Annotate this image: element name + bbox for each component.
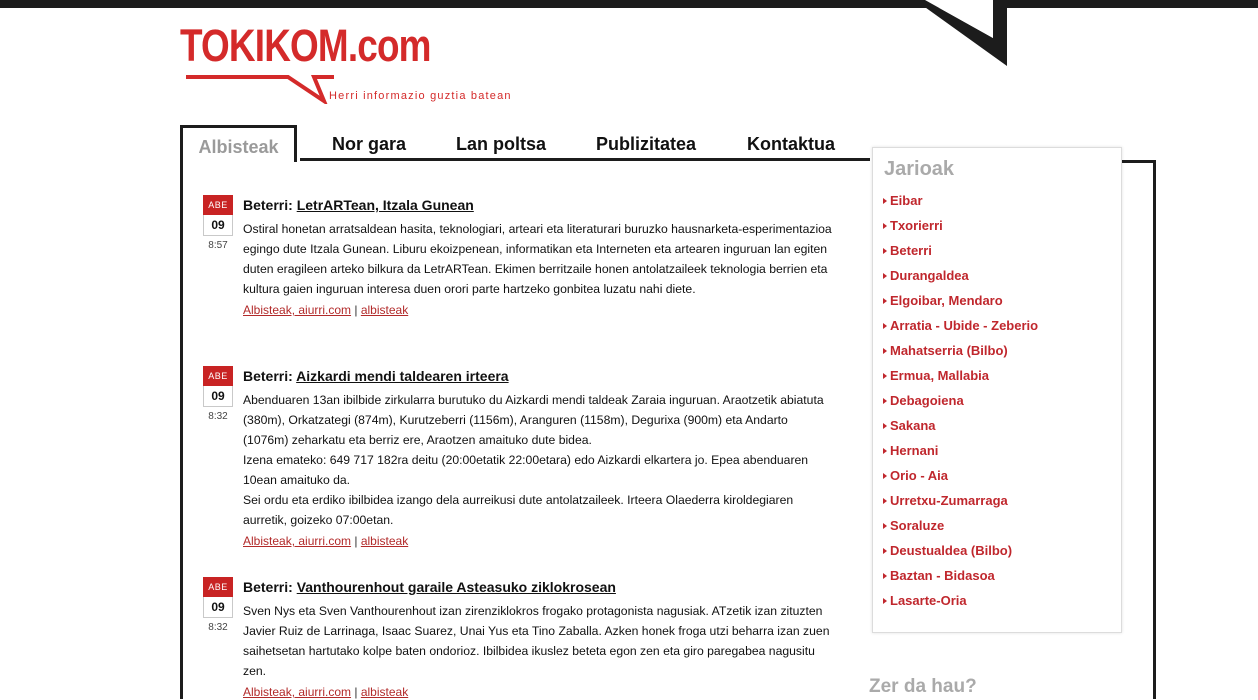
feed-item-label: Beterri bbox=[890, 243, 932, 258]
tab-albisteak[interactable]: Albisteak bbox=[180, 125, 297, 162]
post-time: 8:32 bbox=[208, 622, 228, 633]
date-month: ABE bbox=[203, 195, 233, 215]
arrow-right-icon bbox=[883, 573, 887, 579]
arrow-right-icon bbox=[883, 548, 887, 554]
feed-item[interactable] bbox=[883, 491, 1038, 516]
date-badge bbox=[203, 366, 233, 422]
feed-item-label: Durangaldea bbox=[890, 268, 969, 283]
arrow-right-icon bbox=[883, 248, 887, 254]
news-text bbox=[243, 601, 833, 681]
arrow-right-icon bbox=[883, 498, 887, 504]
news-title-link[interactable]: LetrARTean, Itzala Gunean bbox=[296, 197, 474, 213]
feed-item[interactable] bbox=[883, 266, 1038, 291]
feed-item-label: Baztan - Bidasoa bbox=[890, 568, 995, 583]
feed-item-label: Urretxu-Zumarraga bbox=[890, 493, 1008, 508]
feed-list bbox=[883, 191, 1038, 616]
news-location: Beterri: bbox=[243, 579, 293, 595]
feed-item[interactable] bbox=[883, 341, 1038, 366]
feed-item-label: Debagoiena bbox=[890, 393, 964, 408]
news-meta: Albisteak, aiurri.com | albisteak bbox=[243, 685, 409, 699]
about-heading: Zer da hau? bbox=[869, 676, 977, 697]
date-day: 09 bbox=[203, 386, 233, 407]
news-headline bbox=[243, 366, 833, 386]
news-source-link[interactable]: Albisteak, aiurri.com bbox=[243, 534, 352, 548]
news-text bbox=[243, 219, 833, 299]
news-paragraph: Sven Nys eta Sven Vanthourenhout izan zirenziklokros frogako protagonista nagusiak. ATzetik izan zituzten Javier Ruiz de Larrinaga, Isaac Suarez, Unai Yus eta Tino Zaballa. Azken honek froga utzi beharra izan zuen saihetsetan hartutako kolpe baten ondorioz. Ibilbidea ikuslez beteta egon zen eta giro paregabea nagusitu zen. bbox=[243, 604, 830, 678]
news-title-link[interactable]: Aizkardi mendi taldearen irteera bbox=[296, 368, 509, 384]
feed-item[interactable] bbox=[883, 216, 1038, 241]
post-time: 8:57 bbox=[208, 240, 228, 251]
arrow-right-icon bbox=[883, 273, 887, 279]
news-paragraph: Abenduaren 13an ibilbide zirkularra burutuko du Aizkardi mendi taldeak Zaraia inguruan. Araotzetik abiatuta (380m), Orkatzategi (874m), Kurutzeberri (1156m), Aranguren (1158m), Degurixa (900m) eta Andarto (1076m) zeharkatu eta berriz ere, Araotzen amaituko dute bidea. bbox=[243, 393, 824, 447]
date-badge bbox=[203, 195, 233, 251]
feed-item[interactable] bbox=[883, 291, 1038, 316]
feed-item-label: Txorierri bbox=[890, 218, 943, 233]
feed-item[interactable] bbox=[883, 316, 1038, 341]
feed-item-label: Arratia - Ubide - Zeberio bbox=[890, 318, 1039, 333]
feeds-sidebar bbox=[872, 147, 1122, 633]
feed-item[interactable] bbox=[883, 191, 1038, 216]
news-text bbox=[243, 390, 833, 530]
feed-item[interactable] bbox=[883, 391, 1038, 416]
feed-item[interactable] bbox=[883, 466, 1038, 491]
feed-item[interactable] bbox=[883, 366, 1038, 391]
tab-publizitatea[interactable]: Publizitatea bbox=[596, 134, 697, 154]
logo-speech-tail bbox=[186, 74, 336, 104]
arrow-right-icon bbox=[883, 348, 887, 354]
news-location: Beterri: bbox=[243, 197, 293, 213]
news-headline bbox=[243, 577, 833, 597]
content-frame-left bbox=[180, 161, 183, 699]
logo-tagline: Herri informazio guztia batean bbox=[329, 90, 512, 102]
feed-item[interactable] bbox=[883, 566, 1038, 591]
logo-text: TOKIKOM.com bbox=[180, 20, 431, 71]
feed-item-label: Orio - Aia bbox=[890, 468, 949, 483]
feed-item-label: Ermua, Mallabia bbox=[890, 368, 989, 383]
content-frame-top bbox=[1122, 160, 1156, 163]
arrow-right-icon bbox=[883, 298, 887, 304]
feed-item-label: Eibar bbox=[890, 193, 923, 208]
news-headline bbox=[243, 195, 833, 215]
main-nav bbox=[180, 125, 870, 162]
feed-item[interactable] bbox=[883, 441, 1038, 466]
post-time: 8:32 bbox=[208, 411, 228, 422]
tab-kontaktua[interactable]: Kontaktua bbox=[747, 134, 836, 154]
arrow-right-icon bbox=[883, 598, 887, 604]
news-paragraph: Sei ordu eta erdiko ibilbidea izango dela aurreikusi dute antolatzaileek. Irteera Olaederra kiroldegiaren aurretik, goizeko 07:00etan. bbox=[243, 493, 794, 527]
tab-lan-poltsa[interactable]: Lan poltsa bbox=[456, 134, 547, 154]
date-month: ABE bbox=[203, 577, 233, 597]
news-paragraph: Ostiral honetan arratsaldean hasita, teknologiari, arteari eta literaturari buruzko hausnarketa-esperimentazioa egingo dute Itzala Gunean. Liburu ekoizpenean, informatikan eta Interneten eta artearen inguruan lan egiten duten eragileen arteko bilkura da LetrARTean. Ekimen berritzaile honen antolatzaileek teknologia berrien eta kultura gaien inguruan interesa duen orori parte hartzeko gonbitea luzatu nahi diete. bbox=[243, 222, 832, 296]
arrow-right-icon bbox=[883, 198, 887, 204]
news-location: Beterri: bbox=[243, 368, 293, 384]
news-category-link[interactable]: albisteak bbox=[360, 685, 409, 699]
content-frame-right bbox=[1153, 160, 1156, 699]
arrow-right-icon bbox=[883, 398, 887, 404]
speech-bubble-decoration bbox=[915, 0, 1015, 70]
feed-item-label: Soraluze bbox=[890, 518, 945, 533]
feed-item[interactable] bbox=[883, 241, 1038, 266]
news-category-link[interactable]: albisteak bbox=[360, 303, 409, 317]
arrow-right-icon bbox=[883, 523, 887, 529]
feed-item[interactable] bbox=[883, 416, 1038, 441]
arrow-right-icon bbox=[883, 448, 887, 454]
feed-item-label: Elgoibar, Mendaro bbox=[890, 293, 1003, 308]
news-source-link[interactable]: Albisteak, aiurri.com bbox=[243, 685, 352, 699]
arrow-right-icon bbox=[883, 223, 887, 229]
feed-item-label: Hernani bbox=[890, 443, 939, 458]
feed-item-label: Mahatserria (Bilbo) bbox=[890, 343, 1008, 358]
feed-item-label: Lasarte-Oria bbox=[890, 593, 967, 608]
news-category-link[interactable]: albisteak bbox=[360, 534, 409, 548]
feed-item[interactable] bbox=[883, 541, 1038, 566]
date-badge bbox=[203, 577, 233, 633]
date-day: 09 bbox=[203, 215, 233, 236]
feed-item-label: Sakana bbox=[890, 418, 936, 433]
date-month: ABE bbox=[203, 366, 233, 386]
arrow-right-icon bbox=[883, 423, 887, 429]
sidebar-title: Jarioak bbox=[884, 158, 955, 180]
news-meta: Albisteak, aiurri.com | albisteak bbox=[243, 303, 409, 317]
feed-item-label: Deustualdea (Bilbo) bbox=[890, 543, 1013, 558]
date-day: 09 bbox=[203, 597, 233, 618]
news-source-link[interactable]: Albisteak, aiurri.com bbox=[243, 303, 352, 317]
feed-item[interactable] bbox=[883, 591, 1038, 616]
top-border-bar bbox=[0, 0, 1258, 8]
news-paragraph: Izena emateko: 649 717 182ra deitu (20:00etatik 22:00etara) edo Aizkardi elkartera jo. Epea abenduaren 10ean amaituko da. bbox=[243, 453, 809, 487]
feed-item[interactable] bbox=[883, 516, 1038, 541]
tab-nor-gara[interactable]: Nor gara bbox=[332, 134, 407, 154]
news-title-link[interactable]: Vanthourenhout garaile Asteasuko ziklokrosean bbox=[296, 579, 616, 595]
news-meta: Albisteak, aiurri.com | albisteak bbox=[243, 534, 409, 548]
arrow-right-icon bbox=[883, 373, 887, 379]
arrow-right-icon bbox=[883, 473, 887, 479]
arrow-right-icon bbox=[883, 323, 887, 329]
site-logo[interactable] bbox=[180, 22, 540, 112]
